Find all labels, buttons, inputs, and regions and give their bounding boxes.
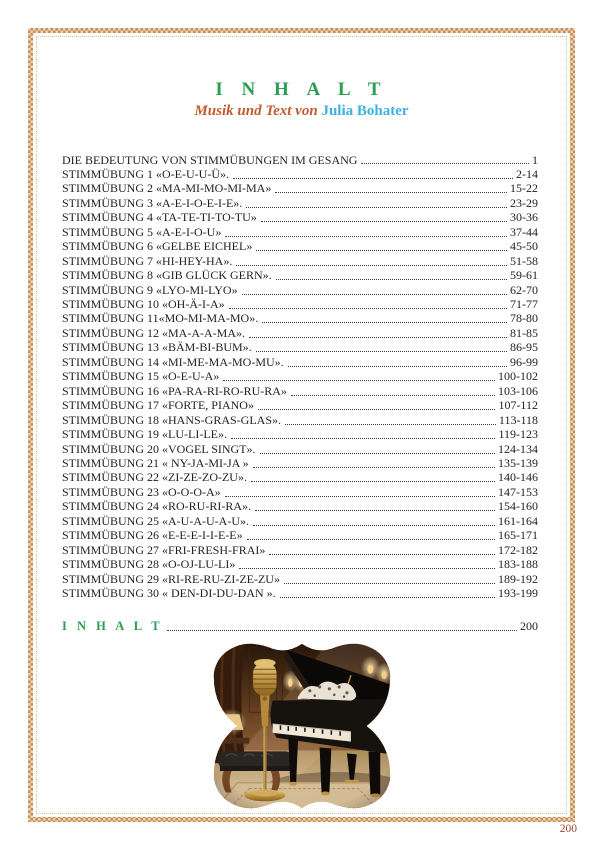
toc-entry [62,514,538,528]
toc-entry [62,485,538,499]
toc-entry [62,586,538,600]
toc-entry [62,254,538,268]
dotted-leader [276,279,507,280]
dotted-leader [275,192,507,193]
toc-entry-pages: 30-36 [510,210,538,225]
toc-entry-label: STIMMÜBUNG 22 «ZI-ZE-ZO-ZU». [62,470,247,485]
toc-entry [62,196,538,210]
toc-entry-label: STIMMÜBUNG 17 «FORTE, PIANO» [62,398,254,413]
toc-entry [62,153,538,167]
toc-entry-label: STIMMÜBUNG 26 «E-E-E-I-I-E-E» [62,528,243,543]
toc-entry-label: STIMMÜBUNG 1 «O-E-U-U-Ü». [62,166,229,181]
toc-entry-pages: 107-112 [498,398,538,413]
dotted-leader [258,409,495,410]
dotted-leader [261,221,507,222]
toc-entry [62,268,538,282]
toc-entry-pages: 1 [532,152,538,167]
dotted-leader [167,630,517,631]
toc-entry [62,543,538,557]
piano-microphone-image [204,638,400,814]
dotted-leader [225,236,507,237]
toc-entry-label: STIMMÜBUNG 19 «LU-LI-LE». [62,427,227,442]
dotted-leader [256,351,507,352]
toc-entry [62,499,538,513]
corner-page-number: 200 [559,823,577,835]
toc-entry-pages: 147-153 [498,484,538,499]
toc-entry [62,384,538,398]
toc-entry-pages: 2-14 [516,166,538,181]
toc-entry-pages: 154-160 [498,499,538,514]
toc-entry-label: STIMMÜBUNG 7 «HI-HEY-HA». [62,253,233,268]
toc-entry-label: STIMMÜBUNG 21 « NY-JA-MI-JA » [62,456,249,471]
toc-entry-pages: 119-123 [498,427,538,442]
toc-entry [62,369,538,383]
toc-entry-pages: 86-95 [510,340,538,355]
toc-entry-label: STIMMÜBUNG 4 «TA-TE-TI-TO-TU» [62,210,257,225]
toc-entry-pages: 23-29 [510,195,538,210]
toc-entry [62,225,538,239]
toc-entry [62,167,538,181]
footer-inhalt-label: I N H A L T [62,618,164,633]
toc-entry-label: STIMMÜBUNG 30 « DEN-DI-DU-DAN ». [62,586,276,601]
toc-entry-label: STIMMÜBUNG 20 «VOGEL SINGT». [62,441,256,456]
dotted-leader [246,207,507,208]
toc-entry [62,456,538,470]
piano-microphone-illustration [204,638,400,814]
toc-entry-pages: 124-134 [498,441,538,456]
dotted-leader [233,178,513,179]
toc-entry [62,398,538,412]
toc-entry-label: STIMMÜBUNG 11«MO-MI-MA-MO». [62,311,259,326]
toc-entry [62,427,538,441]
toc-entry-label: STIMMÜBUNG 24 «RO-RU-RI-RA». [62,499,252,514]
toc-entry [62,239,538,253]
dotted-leader [249,337,507,338]
dotted-leader [223,380,495,381]
dotted-leader [247,539,495,540]
toc-entry [62,557,538,571]
toc-entry-label: STIMMÜBUNG 12 «MA-A-A-MA». [62,325,245,340]
toc-entry [62,297,538,311]
toc-entry-label: STIMMÜBUNG 8 «GIB GLÜCK GERN». [62,268,272,283]
toc-entry-label: DIE BEDEUTUNG VON STIMMÜBUNGEN IM GESANG [62,152,358,167]
dotted-leader [262,322,507,323]
toc-entry-label: STIMMÜBUNG 27 «FRI-FRESH-FRAI» [62,542,266,557]
toc-entry [62,210,538,224]
toc-entry [62,355,538,369]
toc-entry-label: STIMMÜBUNG 3 «A-E-I-O-E-I-E». [62,195,243,210]
toc-entry-label: STIMMÜBUNG 28 «O-OJ-LU-LI» [62,557,236,572]
dotted-leader [284,583,495,584]
toc-entry [62,181,538,195]
dotted-leader [251,481,495,482]
dotted-leader [253,467,495,468]
toc-entry [62,326,538,340]
toc-entry-label: STIMMÜBUNG 18 «HANS-GRAS-GLAS». [62,412,282,427]
dotted-leader [229,308,507,309]
toc-entry-label: STIMMÜBUNG 23 «O-O-O-A» [62,484,221,499]
toc-entry-pages: 15-22 [510,181,538,196]
toc-entry [62,442,538,456]
toc-entry-pages: 100-102 [498,369,538,384]
toc-entry-pages: 165-171 [498,528,538,543]
toc-entry-pages: 78-80 [510,311,538,326]
dotted-leader [253,525,495,526]
toc-entry [62,283,538,297]
dotted-leader [291,395,495,396]
dotted-leader [256,250,507,251]
toc-entry-pages: 51-58 [510,253,538,268]
toc-entry-label: STIMMÜBUNG 10 «OH-Ä-I-A» [62,297,225,312]
toc-entry-pages: 62-70 [510,282,538,297]
toc-entry-label: STIMMÜBUNG 29 «RI-RE-RU-ZI-ZE-ZU» [62,571,280,586]
toc-entry-label: STIMMÜBUNG 5 «A-E-I-O-U» [62,224,222,239]
dotted-leader [280,597,495,598]
decorative-checkered-border [28,28,575,822]
toc-entry-pages: 45-50 [510,239,538,254]
dotted-leader [236,265,507,266]
dotted-leader [269,554,495,555]
subtitle [33,103,570,120]
toc-entry [62,340,538,354]
dotted-leader [255,510,495,511]
page-content-area [33,33,570,817]
toc-entry [62,413,538,427]
dotted-leader [242,294,507,295]
dotted-leader [239,568,495,569]
dotted-leader [361,163,529,164]
toc-entry-pages: 113-118 [498,412,538,427]
vignette-overlay [204,638,400,814]
toc-entry-label: STIMMÜBUNG 13 «BÄM-BI-BUM». [62,340,252,355]
footer-inhalt-row [62,619,538,634]
toc-entry-pages: 189-192 [498,571,538,586]
toc-entry-pages: 135-139 [498,456,538,471]
toc-entry [62,572,538,586]
toc-entry-pages: 103-106 [498,383,538,398]
toc-entry-pages: 71-77 [510,297,538,312]
page-title: I N H A L T [215,79,388,100]
toc-entry-pages: 81-85 [510,325,538,340]
dotted-leader [288,366,507,367]
dotted-leader [231,438,495,439]
toc-entry-pages: 161-164 [498,513,538,528]
toc-entry-label: STIMMÜBUNG 9 «LYO-MI-LYO» [62,282,238,297]
toc-entry-label: STIMMÜBUNG 6 «GELBE EICHEL» [62,239,253,254]
footer-inhalt-pages: 200 [520,618,538,633]
toc-entry-pages: 59-61 [510,268,538,283]
toc-entry-label: STIMMÜBUNG 14 «MI-ME-MA-MO-MU». [62,354,284,369]
toc-entry [62,311,538,325]
dotted-leader [285,424,496,425]
toc-entry-label: STIMMÜBUNG 25 «A-U-A-U-A-U». [62,513,249,528]
toc-entry-label: STIMMÜBUNG 15 «O-E-U-A» [62,369,220,384]
toc-entry [62,470,538,484]
dotted-leader [225,496,495,497]
dotted-leader [260,453,495,454]
subtitle-byline: Musik und Text von [194,103,318,119]
toc-entry-pages: 140-146 [498,470,538,485]
toc-entry-pages: 183-188 [498,557,538,572]
toc-entry-label: STIMMÜBUNG 2 «MA-MI-MO-MI-MA» [62,181,272,196]
table-of-contents [62,153,538,601]
toc-entry-pages: 96-99 [510,354,538,369]
subtitle-author: Julia Bohater [321,103,409,119]
toc-entry-pages: 193-199 [498,586,538,601]
toc-entry-pages: 37-44 [510,224,538,239]
toc-entry [62,528,538,542]
toc-entry-pages: 172-182 [498,542,538,557]
toc-entry-label: STIMMÜBUNG 16 «PA-RA-RI-RO-RU-RA» [62,383,287,398]
